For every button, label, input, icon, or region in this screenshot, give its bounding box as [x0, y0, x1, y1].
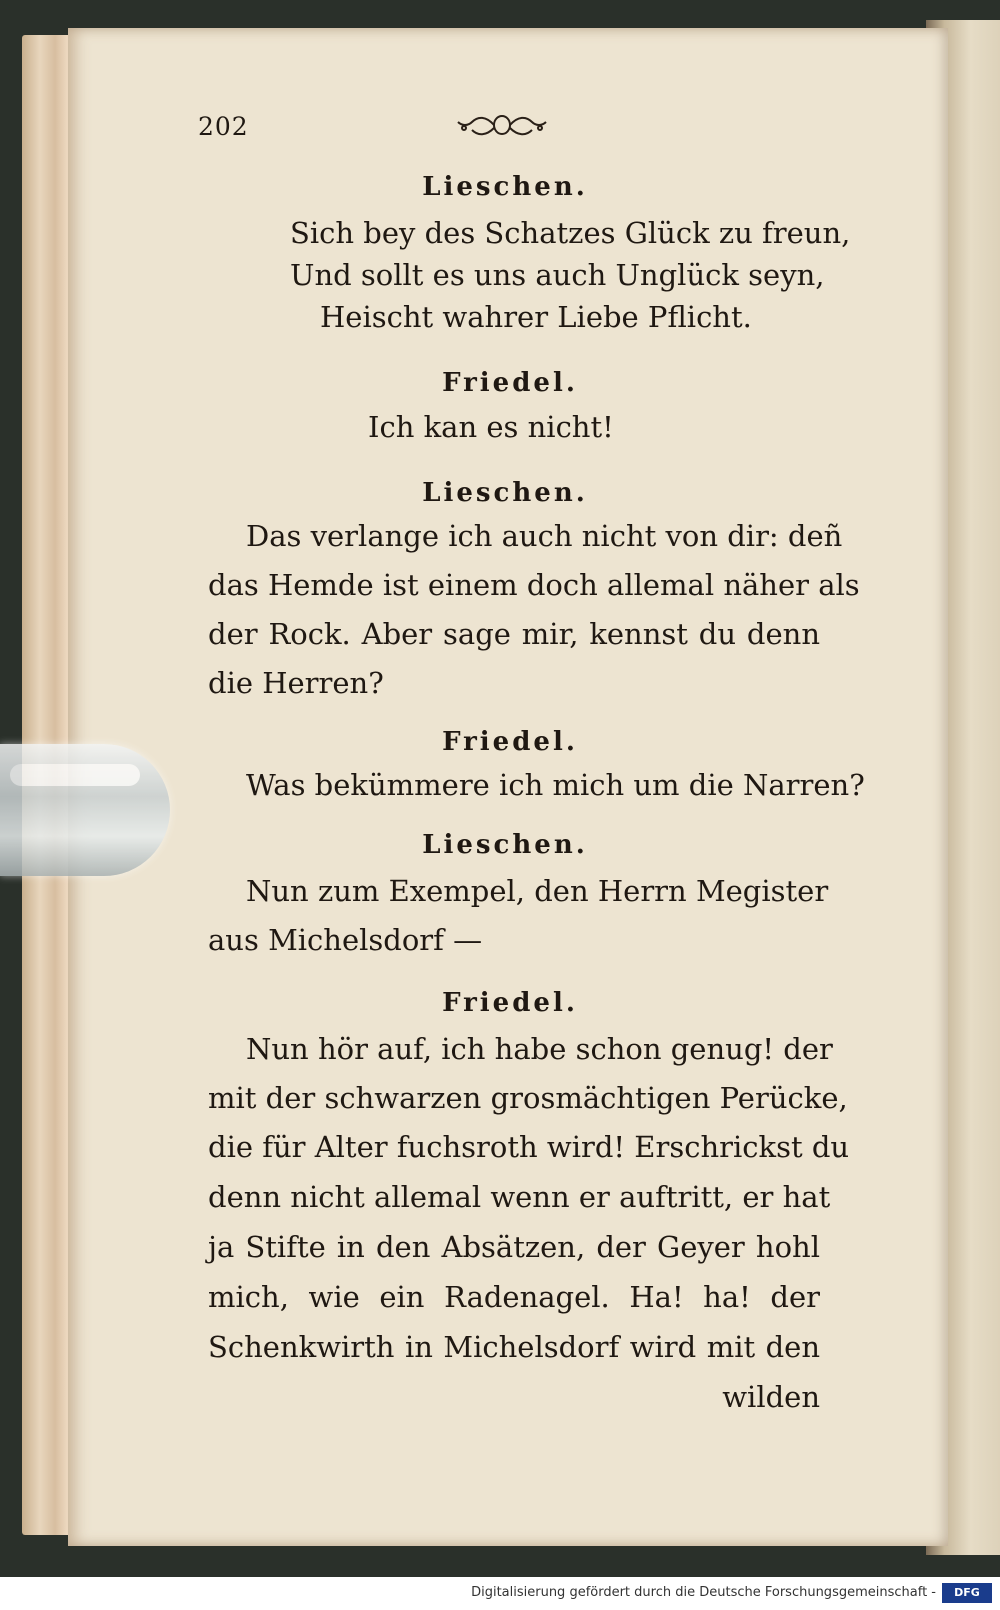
dialogue-line: der Rock. Aber sage mir, kennst du denn	[208, 617, 820, 651]
verse-line: Und sollt es uns auch Unglück seyn,	[290, 258, 825, 292]
dialogue-line: mit der schwarzen grosmächtigen Perücke,	[208, 1081, 848, 1115]
funding-notice: Digitalisierung gefördert durch die Deutsche Forschungsgemeinschaft -	[471, 1585, 936, 1600]
dialogue-line: ja Stifte in den Absätzen, der Geyer hohl	[208, 1230, 820, 1264]
dialogue-line: Nun zum Exempel, den Herrn Megister	[246, 874, 829, 908]
verse-line: Heischt wahrer Liebe Pflicht.	[320, 300, 752, 334]
dialogue-line: das Hemde ist einem doch allemal näher als	[208, 568, 860, 602]
dialogue-line: mich, wie ein Radenagel. Ha! ha! der	[208, 1280, 820, 1314]
dialogue-line: denn nicht allemal wenn er auftritt, er hat	[208, 1180, 831, 1214]
footer-bar	[0, 1577, 1000, 1610]
speaker-heading: Friedel.	[442, 988, 578, 1018]
dialogue-line: Schenkwirth in Michelsdorf wird mit den	[208, 1330, 820, 1364]
dialogue-line: Nun hör auf, ich habe schon genug! der	[246, 1032, 833, 1066]
speaker-heading: Friedel.	[442, 368, 578, 398]
dialogue-line: aus Michelsdorf —	[208, 923, 483, 957]
ornament-icon	[452, 108, 552, 142]
page-number: 202	[198, 112, 249, 141]
speaker-heading: Lieschen.	[422, 830, 588, 860]
speaker-heading: Friedel.	[442, 727, 578, 757]
speaker-heading: Lieschen.	[422, 478, 588, 508]
catchword: wilden	[722, 1380, 820, 1414]
dialogue-line: die für Alter fuchsroth wird! Erschrickst du	[208, 1130, 850, 1164]
dialogue-line: Was bekümmere ich mich um die Narren?	[246, 768, 865, 802]
speaker-heading: Lieschen.	[422, 172, 588, 202]
dialogue-line: die Herren?	[208, 666, 384, 700]
dfg-logo: DFG	[942, 1583, 992, 1603]
dialogue-line: Das verlange ich auch nicht von dir: deñ	[246, 519, 843, 553]
glass-page-clip	[0, 744, 170, 876]
verse-line: Sich bey des Schatzes Glück zu freun,	[290, 216, 851, 250]
dialogue-line: Ich kan es nicht!	[368, 410, 614, 444]
